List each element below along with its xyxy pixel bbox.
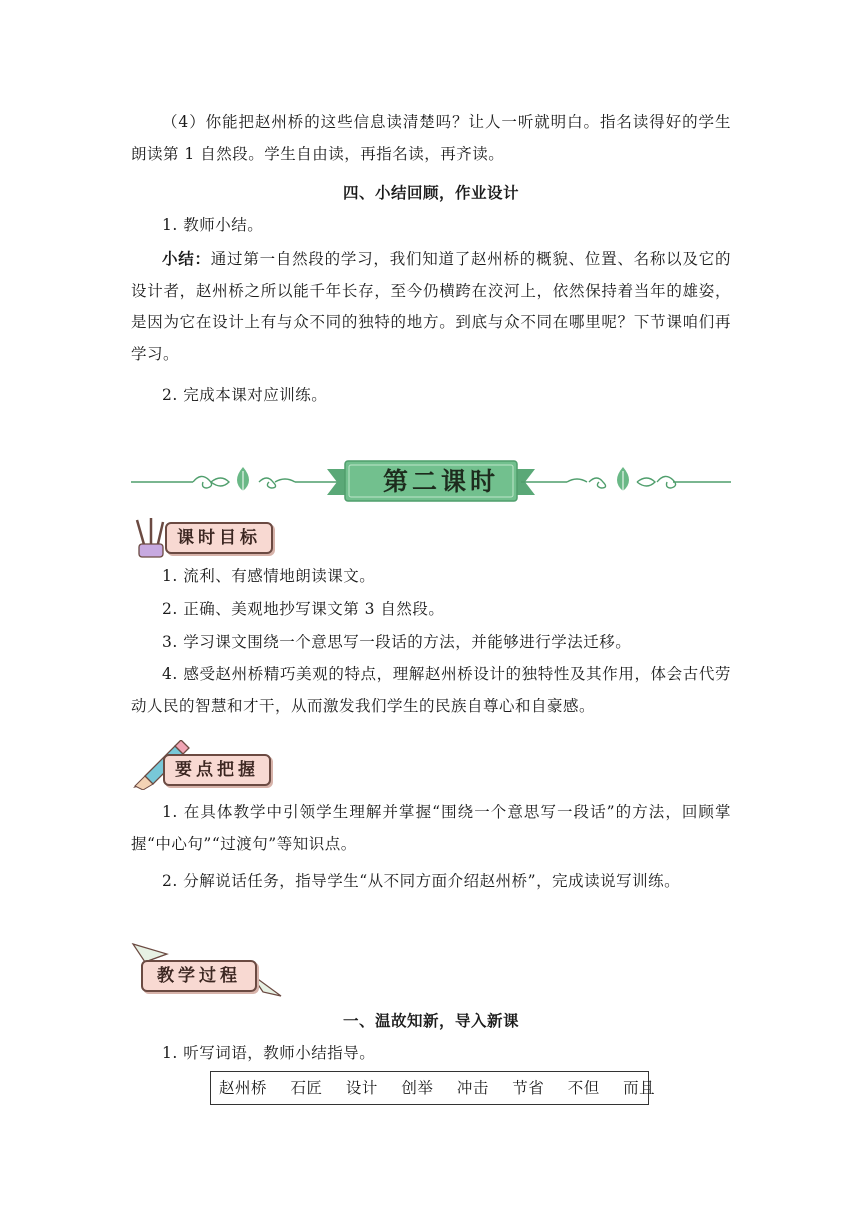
- goal-item-1: 1. 流利、有感情地朗读课文。: [162, 567, 376, 585]
- process-label-group: [131, 940, 291, 1000]
- vocabulary-box: [210, 1071, 656, 1105]
- banner-title: 第二课时: [382, 467, 499, 496]
- item-training: 2. 完成本课对应训练。: [162, 386, 328, 404]
- keypoint-item-1: 1. 在具体教学中引领学生理解并掌握“围绕一个意思写一段话”的方法，回顾掌握“中心句”“过渡句”等知识点。: [131, 803, 731, 853]
- vocab-word: 设计: [345, 1079, 378, 1097]
- vocab-word: 石匠: [290, 1079, 323, 1097]
- goal-item-2: 2. 正确、美观地抄写课文第 3 自然段。: [162, 600, 445, 618]
- keypoints-label: 要点把握: [163, 754, 271, 786]
- paragraph-summary: [131, 243, 731, 370]
- lesson-banner: [131, 455, 731, 511]
- process-item-1: 1. 听写词语，教师小结指导。: [162, 1044, 376, 1062]
- goals-label-group: [131, 516, 281, 558]
- keypoint-item-2: 2. 分解说话任务，指导学生“从不同方面介绍赵州桥”，完成读说写训练。: [162, 872, 681, 890]
- goal-item-3: 3. 学习课文围绕一个意思写一段话的方法，并能够进行学法迁移。: [162, 633, 632, 651]
- vocab-word: 冲击: [456, 1079, 489, 1097]
- item-teacher-summary: 1. 教师小结。: [162, 216, 264, 234]
- paragraph-reading-step-4: （4）你能把赵州桥的这些信息读清楚吗？让人一听就明白。指名读得好的学生朗读第 1 自然段。学生自由读，再指名读，再齐读。: [131, 113, 731, 163]
- process-label: 教学过程: [141, 960, 257, 992]
- heading-summary-homework: 四、小结回顾，作业设计: [342, 183, 519, 202]
- vocab-word: 创举: [401, 1079, 434, 1097]
- summary-label: 小结：: [162, 249, 211, 268]
- goals-label: 课时目标: [165, 522, 273, 554]
- vocab-word: 节省: [512, 1079, 545, 1097]
- heading-review-intro: 一、温故知新，导入新课: [342, 1011, 519, 1030]
- keypoints-label-group: [131, 740, 281, 790]
- vocab-word: 赵州桥: [219, 1079, 268, 1097]
- vocab-word: 而且: [623, 1079, 656, 1097]
- vocab-word: 不但: [567, 1079, 600, 1097]
- goal-item-4: 4. 感受赵州桥精巧美观的特点，理解赵州桥设计的独特性及其作用，体会古代劳动人民的智慧和才干，从而激发我们学生的民族自尊心和自豪感。: [131, 665, 731, 715]
- summary-text: 通过第一自然段的学习，我们知道了赵州桥的概貌、位置、名称以及它的设计者，赵州桥之所以能千年长存，至今仍横跨在洨河上，依然保持着当年的雄姿，是因为它在设计上有与众不同的独特的地方。到底与众不同在哪里呢？下节课咱们再学习。: [131, 250, 731, 363]
